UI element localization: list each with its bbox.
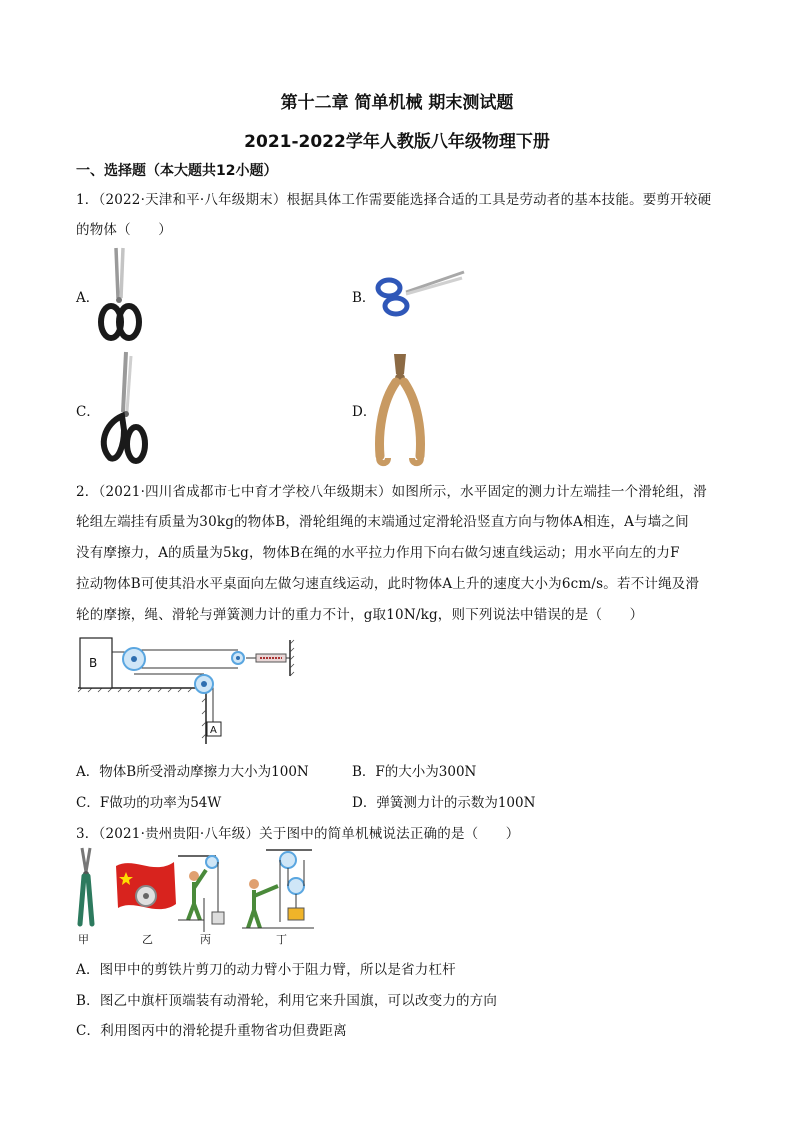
question-2-option-c[interactable]: C．F做功的功率为54W — [76, 795, 222, 811]
question-2-stem-line-5: 轮的摩擦，绳、滑轮与弹簧测力计的重力不计，g取10N/kg，则下列说法中错误的是（ ） — [76, 607, 644, 623]
fixed-pulley-icon — [178, 856, 224, 932]
figure-label-ding: 丁 — [276, 933, 287, 946]
page-title: 第十二章 简单机械 期末测试题 — [280, 93, 514, 113]
question-1-option-b-label[interactable]: B． — [352, 290, 376, 306]
block-a-label: A — [210, 725, 217, 736]
question-3-option-c[interactable]: C．利用图丙中的滑轮提升重物省功但费距离 — [76, 1023, 347, 1039]
question-1-stem-line-2: 的物体（ ） — [76, 222, 172, 238]
figure-label-jia: 甲 — [78, 933, 89, 946]
blue-handled-scissors-icon — [372, 266, 468, 322]
question-2-stem-line-2: 轮组左端挂有质量为30kg的物体B，滑轮组绳的末端通过定滑轮沿竖直方向与物体A相连，A与墙之间 — [76, 514, 689, 530]
question-2-stem-line-1: 2．（2021·四川省成都市七中育才学校八年级期末）如图所示，水平固定的测力计左端挂一个滑轮组，滑 — [76, 484, 707, 500]
tin-snips-icon — [80, 848, 92, 924]
figure-label-yi: 乙 — [142, 933, 153, 946]
pliers-icon — [372, 352, 428, 472]
question-1-option-d-label[interactable]: D． — [352, 404, 377, 420]
question-1-option-c-label[interactable]: C． — [76, 404, 100, 420]
question-1-stem-line-1: 1．（2022·天津和平·八年级期末）根据具体工作需要能选择合适的工具是劳动者的基本技能。要剪开较硬 — [76, 192, 712, 208]
question-1-option-a-label[interactable]: A． — [76, 290, 100, 306]
pulley-block-icon — [242, 850, 314, 928]
flag-icon — [116, 862, 176, 909]
question-2-option-a[interactable]: A．物体B所受滑动摩擦力大小为100N — [76, 764, 309, 780]
question-2-option-d[interactable]: D．弹簧测力计的示数为100N — [352, 795, 536, 811]
question-2-option-b[interactable]: B．F的大小为300N — [352, 764, 477, 780]
pulley-system-figure — [76, 636, 304, 748]
question-2-stem-line-4: 拉动物体B可使其沿水平桌面向左做匀速直线运动，此时物体A上升的速度大小为6cm/s。若不计绳及滑 — [76, 576, 700, 592]
figure-label-bing: 丙 — [200, 933, 211, 946]
page-subtitle: 2021-2022学年人教版八年级物理下册 — [244, 132, 550, 152]
question-3-option-b[interactable]: B．图乙中旗杆顶端装有动滑轮，利用它来升国旗，可以改变力的方向 — [76, 993, 498, 1009]
black-handled-scissors-icon — [98, 246, 142, 346]
tailor-shears-icon — [96, 350, 152, 470]
question-2-stem-line-3: 没有摩擦力，A的质量为5kg，物体B在绳的水平拉力作用下向右做匀速直线运动；用水平向左的力F — [76, 545, 680, 561]
question-3-option-a[interactable]: A．图甲中的剪铁片剪刀的动力臂小于阻力臂，所以是省力杠杆 — [76, 962, 456, 978]
simple-machines-figure — [74, 846, 324, 950]
block-b-label: B — [89, 656, 98, 670]
section-heading: 一、选择题（本大题共12小题） — [76, 163, 278, 179]
question-3-stem: 3．（2021·贵州贵阳·八年级）关于图中的简单机械说法正确的是（ ） — [76, 826, 520, 842]
